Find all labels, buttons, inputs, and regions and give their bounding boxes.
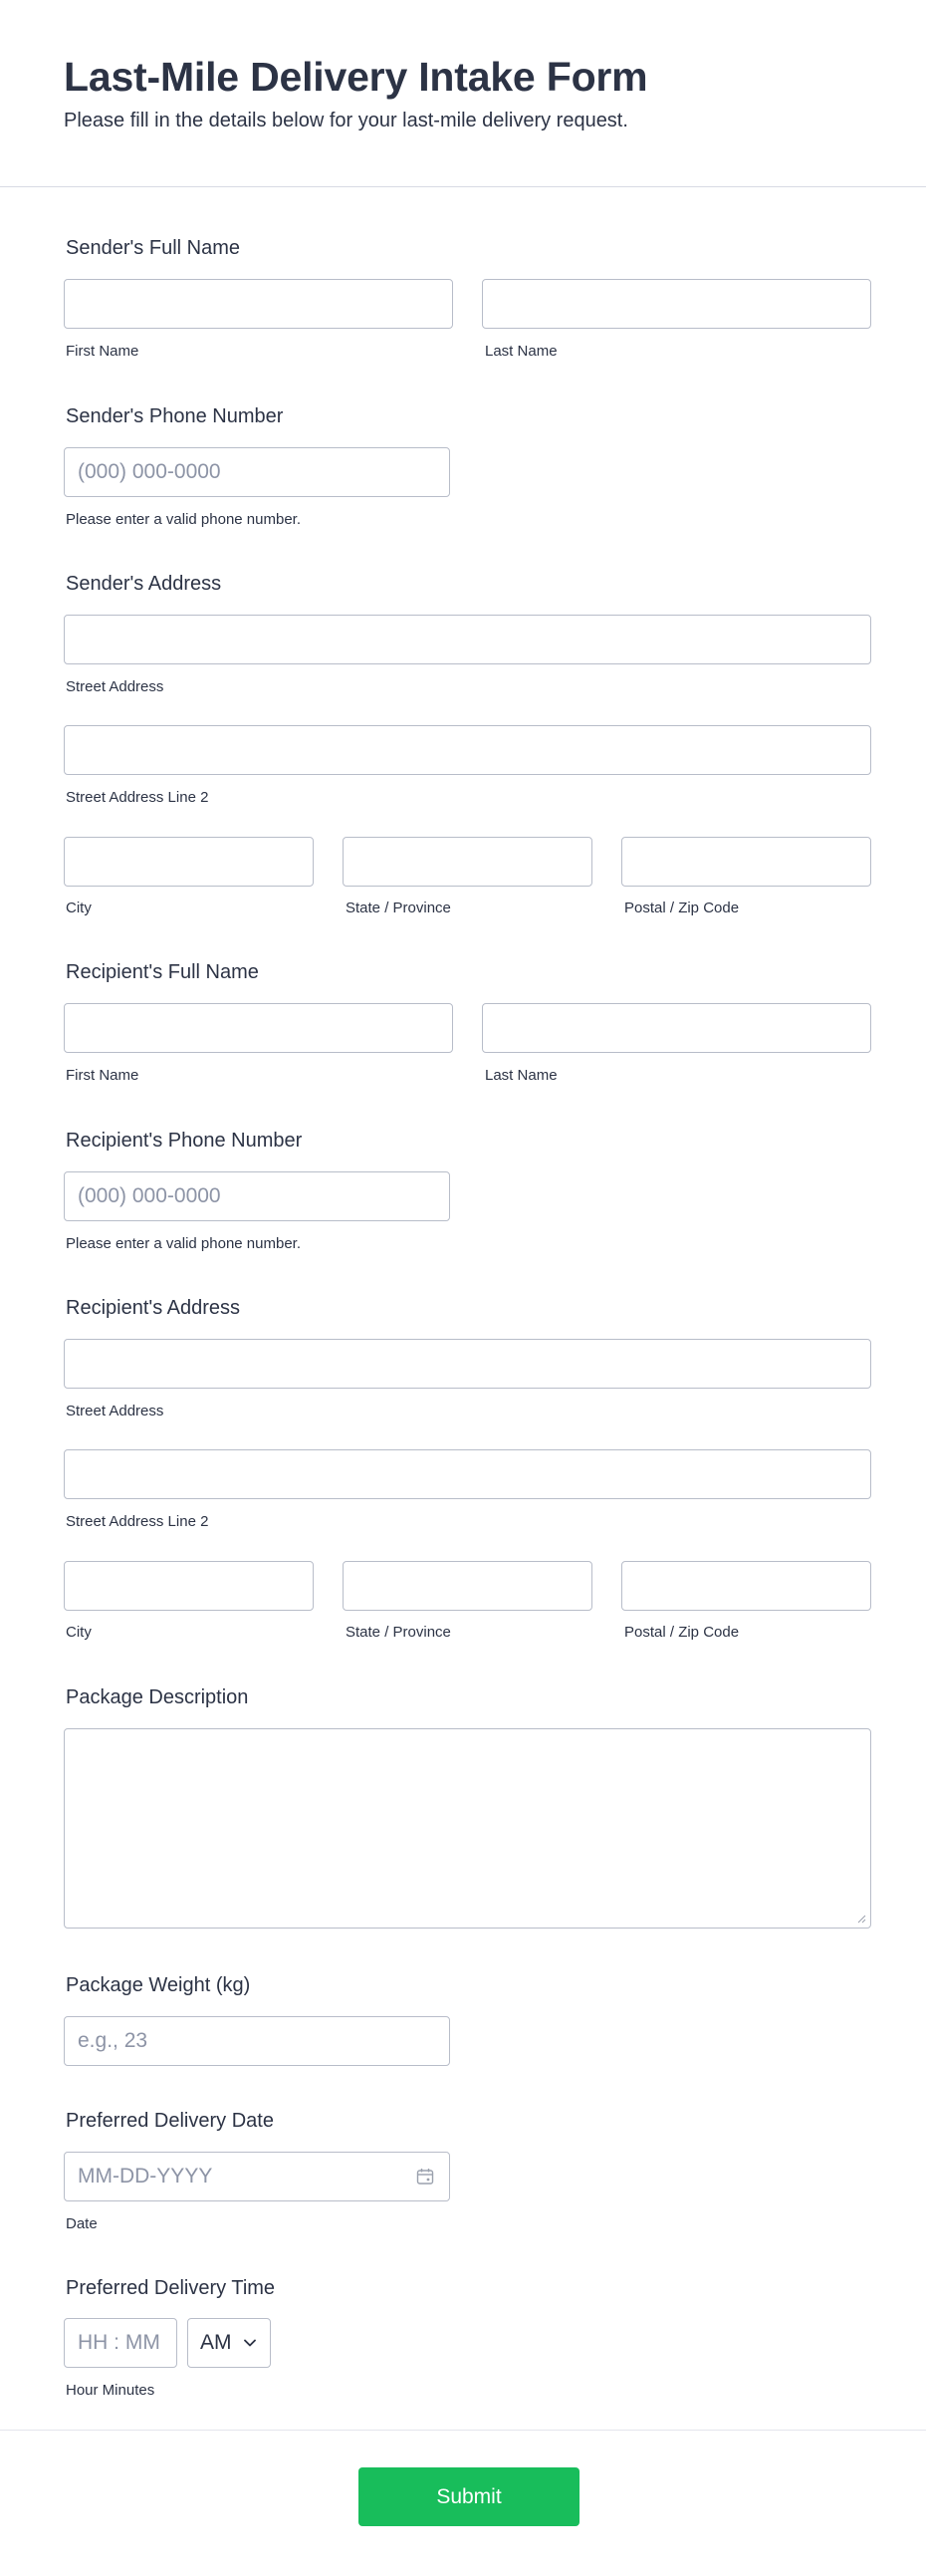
sender-phone-label: Sender's Phone Number xyxy=(66,405,284,427)
recipient-phone-input[interactable] xyxy=(64,1171,450,1221)
sender-street2-sublabel: Street Address Line 2 xyxy=(66,789,209,806)
package-description-label: Package Description xyxy=(66,1686,249,1708)
sender-street2-input[interactable] xyxy=(64,725,871,775)
sender-last-name-sublabel: Last Name xyxy=(485,343,558,360)
recipient-street-sublabel: Street Address xyxy=(66,1403,164,1419)
recipient-phone-help: Please enter a valid phone number. xyxy=(66,1235,301,1252)
submit-button[interactable]: Submit xyxy=(358,2467,579,2526)
form-header xyxy=(0,0,926,187)
footer-divider xyxy=(0,2430,926,2431)
recipient-zip-sublabel: Postal / Zip Code xyxy=(624,1624,740,1641)
ampm-select[interactable] xyxy=(187,2318,271,2368)
recipient-street2-input[interactable] xyxy=(64,1449,871,1499)
recipient-state-sublabel: State / Province xyxy=(346,1624,451,1641)
recipient-zip-input[interactable] xyxy=(621,1561,871,1611)
sender-city-input[interactable] xyxy=(64,837,314,887)
recipient-last-name-input[interactable] xyxy=(482,1003,871,1053)
recipient-address-label: Recipient's Address xyxy=(66,1297,241,1319)
recipient-street2-sublabel: Street Address Line 2 xyxy=(66,1513,209,1530)
delivery-date-input[interactable] xyxy=(64,2152,450,2201)
delivery-time-input[interactable] xyxy=(64,2318,177,2368)
page-subtitle: Please fill in the details below for your last-mile delivery request. xyxy=(64,110,628,131)
delivery-time-sublabel: Hour Minutes xyxy=(66,2382,155,2399)
recipient-phone-label: Recipient's Phone Number xyxy=(66,1130,303,1152)
chevron-down-icon xyxy=(242,2335,258,2351)
recipient-name-label: Recipient's Full Name xyxy=(66,961,259,983)
package-weight-label: Package Weight (kg) xyxy=(66,1974,251,1996)
delivery-date-label: Preferred Delivery Date xyxy=(66,2110,274,2132)
sender-first-name-sublabel: First Name xyxy=(66,343,139,360)
delivery-date-sublabel: Date xyxy=(66,2215,98,2232)
sender-street-sublabel: Street Address xyxy=(66,678,164,695)
sender-state-input[interactable] xyxy=(343,837,592,887)
sender-last-name-input[interactable] xyxy=(482,279,871,329)
recipient-city-sublabel: City xyxy=(66,1624,92,1641)
delivery-time-label: Preferred Delivery Time xyxy=(66,2277,276,2299)
package-description-textarea[interactable] xyxy=(64,1728,871,1929)
recipient-state-input[interactable] xyxy=(343,1561,592,1611)
sender-first-name-input[interactable] xyxy=(64,279,453,329)
sender-street-input[interactable] xyxy=(64,615,871,664)
page-title: Last-Mile Delivery Intake Form xyxy=(64,54,648,100)
package-weight-placeholder: e.g., 23 xyxy=(78,2029,148,2052)
sender-zip-input[interactable] xyxy=(621,837,871,887)
recipient-first-name-input[interactable] xyxy=(64,1003,453,1053)
delivery-time-placeholder: HH : MM xyxy=(78,2331,160,2354)
calendar-icon[interactable] xyxy=(415,2167,435,2187)
sender-phone-input[interactable] xyxy=(64,447,450,497)
recipient-last-name-sublabel: Last Name xyxy=(485,1067,558,1084)
package-weight-input[interactable] xyxy=(64,2016,450,2066)
ampm-value: AM xyxy=(200,2331,232,2354)
sender-phone-placeholder: (000) 000-0000 xyxy=(78,460,221,483)
sender-city-sublabel: City xyxy=(66,900,92,916)
sender-zip-sublabel: Postal / Zip Code xyxy=(624,900,740,916)
sender-address-label: Sender's Address xyxy=(66,573,222,595)
recipient-street-input[interactable] xyxy=(64,1339,871,1389)
recipient-city-input[interactable] xyxy=(64,1561,314,1611)
recipient-first-name-sublabel: First Name xyxy=(66,1067,139,1084)
sender-phone-help: Please enter a valid phone number. xyxy=(66,511,301,528)
delivery-date-placeholder: MM-DD-YYYY xyxy=(78,2165,213,2188)
sender-state-sublabel: State / Province xyxy=(346,900,451,916)
sender-name-label: Sender's Full Name xyxy=(66,237,240,259)
resize-grip-icon[interactable] xyxy=(856,1914,866,1924)
recipient-phone-placeholder: (000) 000-0000 xyxy=(78,1184,221,1207)
